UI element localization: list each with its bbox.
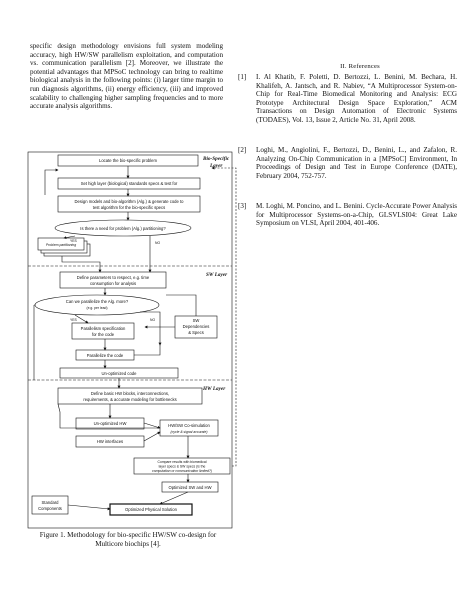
box-standard-components — [32, 496, 68, 514]
text-compare-1: Compare results with biomedical — [157, 460, 207, 464]
text-define-hw-2: requirements, & accurate modeling for bottlenecks — [83, 397, 177, 402]
text-compare-3: computation or communication limited?) — [152, 469, 212, 473]
text-set-high: Set high layer (biological) standards specs & test for — [80, 181, 178, 186]
text-define-params-2: consumption for analysis — [89, 281, 137, 286]
reference-text: Loghi, M., Angiolini, F., Bertozzi, D., Benini, L., and Zafalon, R. Analyzing On-Chip Communication in a [MPSoC] Environment, In Proceedings of Design and Test in Europe Conference (DATE), February 2004, 752-757. — [256, 146, 457, 180]
reference-text: I. Al Khatib, F. Poletti, D. Bertozzi, L. Benini, M. Bechara, H. Khalifeh, A. Jantsch, and R. Nabiev, “A Multiprocessor System-on-Chip for Real-Time Biomedical Monitoring and Analysis: ECG Prototype Architectural Design Space Exploration,” ACM Transactions on Design Automation of Electronic Systems (TODAES), Vol. 13, Issue 2, Article No. 31, April 2008. — [256, 73, 457, 124]
text-cosim-1: HW/SW Co-simulation — [168, 423, 210, 428]
text-cosim-2: (cycle & signal accurate) — [170, 430, 208, 434]
text-standard-1: Standard — [41, 500, 59, 505]
figure-caption: Figure 1. Methodology for bio-specific HW/SW co-design for Multicore biochips [4]. — [39, 531, 217, 548]
text-sw-dep-1: SW — [192, 318, 200, 323]
text-define-hw-1: Define basic HW blocks, interconnections, — [90, 391, 170, 396]
text-problem-partitioning: Problem partitioning — [45, 243, 77, 247]
text-parallelism-spec-1: Parallelism specification — [80, 326, 126, 331]
text-compare-2: layer specs & SW specs (is the — [158, 464, 206, 469]
text-can-parallelize-1: Can we parallelize the Alg. more? — [65, 299, 129, 304]
text-no-2: NO — [150, 318, 156, 322]
references-heading: II. References — [340, 63, 380, 70]
reference-number: [1] — [238, 73, 247, 81]
text-sw-dep-2: Dependencies — [182, 324, 210, 329]
body-paragraph: specific design methodology envisions full system modeling accuracy, high HW/SW parallelism exploitation, and computation vs. communication parallelism [2]. Moreover, we illustrate the potential advantages that MPSoC technology can bring to realtime biological analysis in the following points: (i) larger time margin to run diagnosis algorithms, (ii) energy efficiency, (iii) and improved scalability to challenging higher sampling frequencies and to more accurate analysis algorithms. — [30, 42, 223, 111]
text-design-2: test algorithm for the bio-specific specs — [92, 205, 166, 210]
text-define-params-1: Define parameters to respect, e.g. time — [76, 275, 150, 280]
reference-text: M. Loghi, M. Poncino, and L. Benini. Cycle-Accurate Power Analysis for Multiprocessor Systems-on-a-Chip, GLSVLSI04: Great Lake Symposium on VLSI, April 2004, 401-406. — [256, 202, 457, 228]
text-yes-2: YES — [70, 318, 77, 322]
text-parallelism-spec-2: for the code — [91, 332, 115, 337]
reference-number: [3] — [238, 202, 247, 210]
text-design-1: Design models and bio-algorithm (Alg.) & generate code to — [74, 199, 184, 204]
text-hw-interfaces: HW interfaces — [96, 439, 124, 444]
reference-number: [2] — [238, 146, 247, 154]
text-no-1: NO — [155, 241, 161, 245]
layer-label-bio: Bio-Specific — [203, 156, 230, 162]
text-can-parallelize-2: (e.g. per lead) — [86, 306, 108, 310]
text-optimized-physical: Optimized Physical Solution — [125, 507, 177, 512]
text-optimized-sw-hw: Optimized SW and HW — [168, 485, 212, 490]
layer-label-hw: HW Layer — [203, 386, 226, 392]
layer-label-sw: SW Layer — [206, 272, 228, 278]
text-unoptimized-hw: Un-optimized HW — [93, 421, 127, 426]
text-parallelize-code: Parallelize the code — [86, 353, 124, 358]
text-locate: Locate the bio-specific problem — [99, 158, 157, 163]
text-sw-dep-3: & Specs — [188, 330, 204, 335]
layer-label-bio-2: Layer — [210, 163, 223, 169]
text-need-partition: Is there a need for problem (Alg.) partitioning? — [80, 226, 166, 231]
text-yes-1: YES — [70, 239, 77, 243]
text-unoptimized-code: Un-optimized code — [101, 371, 137, 376]
text-standard-2: Components — [38, 506, 62, 511]
